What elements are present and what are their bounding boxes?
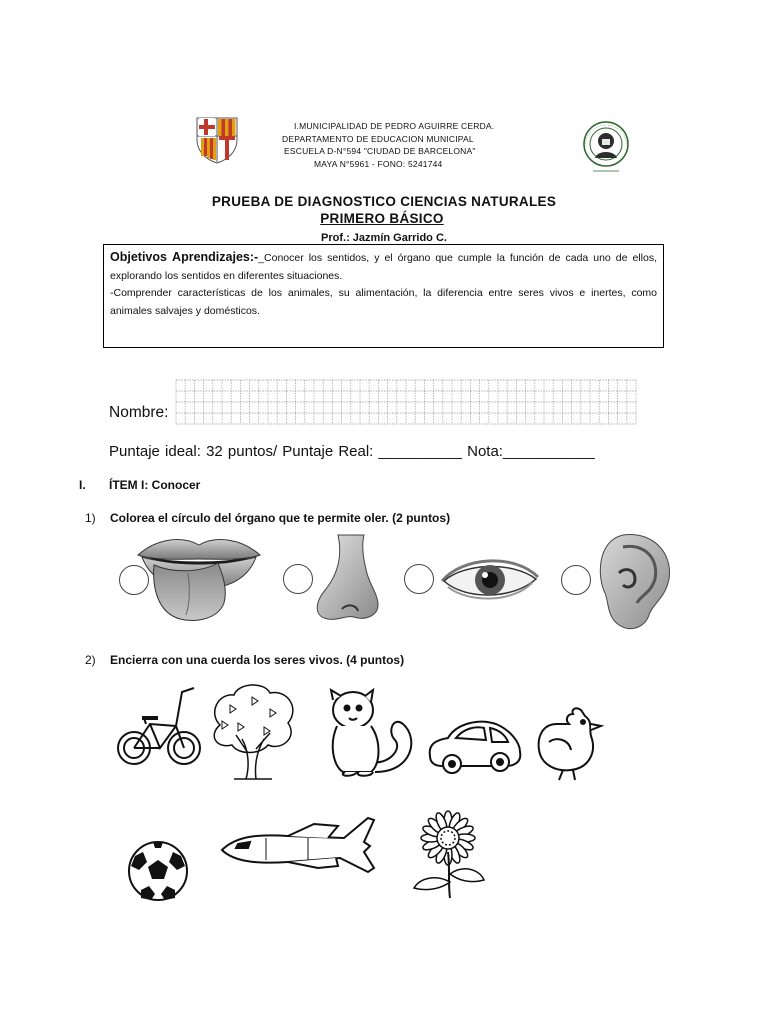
barcelona-coat-of-arms-icon: [193, 116, 241, 164]
nose-icon: [312, 533, 382, 623]
item-heading: [79, 478, 200, 492]
item-number: I.: [79, 478, 86, 492]
space-shuttle-icon: [218, 816, 378, 876]
objectives-text-1: _Conocer los sentidos, y el órgano que cumple la función de cada uno de ellos, explorando los sentidos en diferentes situaciones.: [110, 252, 657, 282]
question-2-text: Encierra con una cuerda los seres vivos. (4 puntos): [110, 653, 405, 667]
header-line-department: DEPARTAMENTO DE EDUCACION MUNICIPAL: [282, 133, 474, 144]
squirrel-icon: [323, 688, 415, 778]
question-2-number: 2): [85, 653, 96, 667]
school-header: [278, 120, 518, 170]
question-1-text: Colorea el círculo del órgano que te permite oler. (2 puntos): [110, 511, 451, 525]
score-line: Puntaje ideal: 32 puntos/ Puntaje Real: __________ Nota:___________: [109, 443, 595, 460]
name-writing-grid[interactable]: [176, 380, 636, 424]
municipality-portrait-seal-icon: [575, 120, 637, 176]
question-2: [85, 653, 404, 667]
grade-title: [0, 211, 768, 226]
objectives-text-2: -Comprender características de los animales, su alimentación, la diferencia entre seres vivos e inertes, como animales salvajes y domésticos.: [110, 287, 657, 317]
teacher-name: Prof.: Jazmín Garrido C.: [321, 232, 447, 244]
header-line-school: ESCUELA D-N°594 "CIUDAD DE BARCELONA": [284, 146, 476, 156]
soccer-ball-icon: [127, 840, 189, 902]
sunflower-icon: [408, 808, 488, 900]
question-1-number: 1): [85, 511, 96, 525]
mouth-icon: [136, 533, 262, 625]
item-title: ÍTEM I: Conocer: [109, 478, 201, 492]
test-title: PRUEBA DE DIAGNOSTICO CIENCIAS NATURALES: [211, 194, 557, 209]
objectives-box: [103, 244, 664, 348]
grade-title-text: PRIMERO BÁSICO: [320, 211, 444, 226]
car-icon: [426, 716, 524, 776]
chick-icon: [535, 706, 603, 782]
bicycle-icon: [116, 684, 204, 772]
ear-icon: [593, 533, 673, 631]
name-label: Nombre:: [109, 404, 169, 421]
header-line-municipality: I.MUNICIPALIDAD DE PEDRO AGUIRRE CERDA.: [294, 121, 495, 131]
answer-circle-ear[interactable]: [561, 565, 591, 595]
objectives-label: Objetivos Aprendizajes:-: [110, 250, 259, 264]
answer-circle-eye[interactable]: [404, 564, 434, 594]
tree-icon: [208, 683, 296, 781]
question-1: [85, 511, 450, 525]
answer-circle-nose[interactable]: [283, 564, 313, 594]
eye-icon: [440, 551, 540, 607]
header-line-address: MAYA N°5961 - FONO: 5241744: [314, 158, 443, 169]
